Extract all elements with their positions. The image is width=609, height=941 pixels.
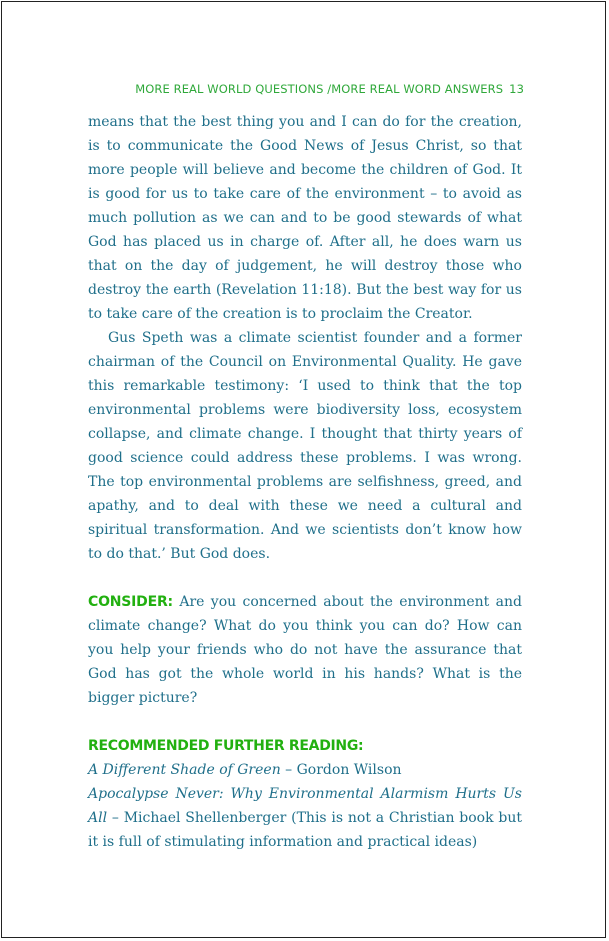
running-header: [90, 82, 524, 96]
running-title: MORE REAL WORLD QUESTIONS /MORE REAL WORD ANSWERS: [135, 82, 504, 96]
reading-item-2-title: Apocalypse Never: Why Environmental Alarmism Hurts Us All: [88, 786, 522, 826]
consider-text: Are you concerned about the environment and climate change? What do you think you can do? How can you help your friends who do not have the assurance that God has got the whole world in his hands? What is the bigger picture?: [88, 594, 522, 706]
spacer: [88, 566, 522, 590]
reading-item-2: [88, 782, 522, 854]
consider-paragraph: [88, 590, 522, 710]
paragraph-2: Gus Speth was a climate scientist founder and a former chairman of the Council on Environmental Quality. He gave this remarkable testimony: ‘I used to think that the top environmental problems were biodiversity loss, ecosystem collapse, and climate change. I thought that thirty years of good science could address these problems. I was wrong. The top environmental problems are selfishness, greed, and apathy, and to deal with these we need a cultural and spiritual transformation. And we scientists don’t know how to do that.’ But God does.: [88, 330, 522, 562]
body-text: [88, 110, 522, 854]
reading-item-1: [88, 758, 522, 782]
reading-item-1-title: A Different Shade of Green: [88, 762, 281, 778]
reading-item-1-author: – Gordon Wilson: [280, 762, 402, 778]
paragraph-1: means that the best thing you and I can do for the creation, is to communicate the Good News of Jesus Christ, so that more people will believe and become the children of God. It is good for us to take care of the environment – to avoid as much pollution as we can and to be good stewards of what God has placed us in charge of. After all, he does warn us that on the day of judgement, he will destroy those who destroy the earth (Revelation 11:18). But the best way for us to take care of the creation is to proclaim the Creator.: [88, 114, 522, 322]
page-number: 13: [509, 82, 524, 96]
reading-item-2-author: – Michael Shellenberger (This is not a Christian book but it is full of stimulating information and practical ideas): [88, 810, 522, 850]
reading-heading: RECOMMENDED FURTHER READING:: [88, 738, 364, 754]
consider-label: CONSIDER:: [88, 594, 173, 610]
spacer: [88, 710, 522, 734]
